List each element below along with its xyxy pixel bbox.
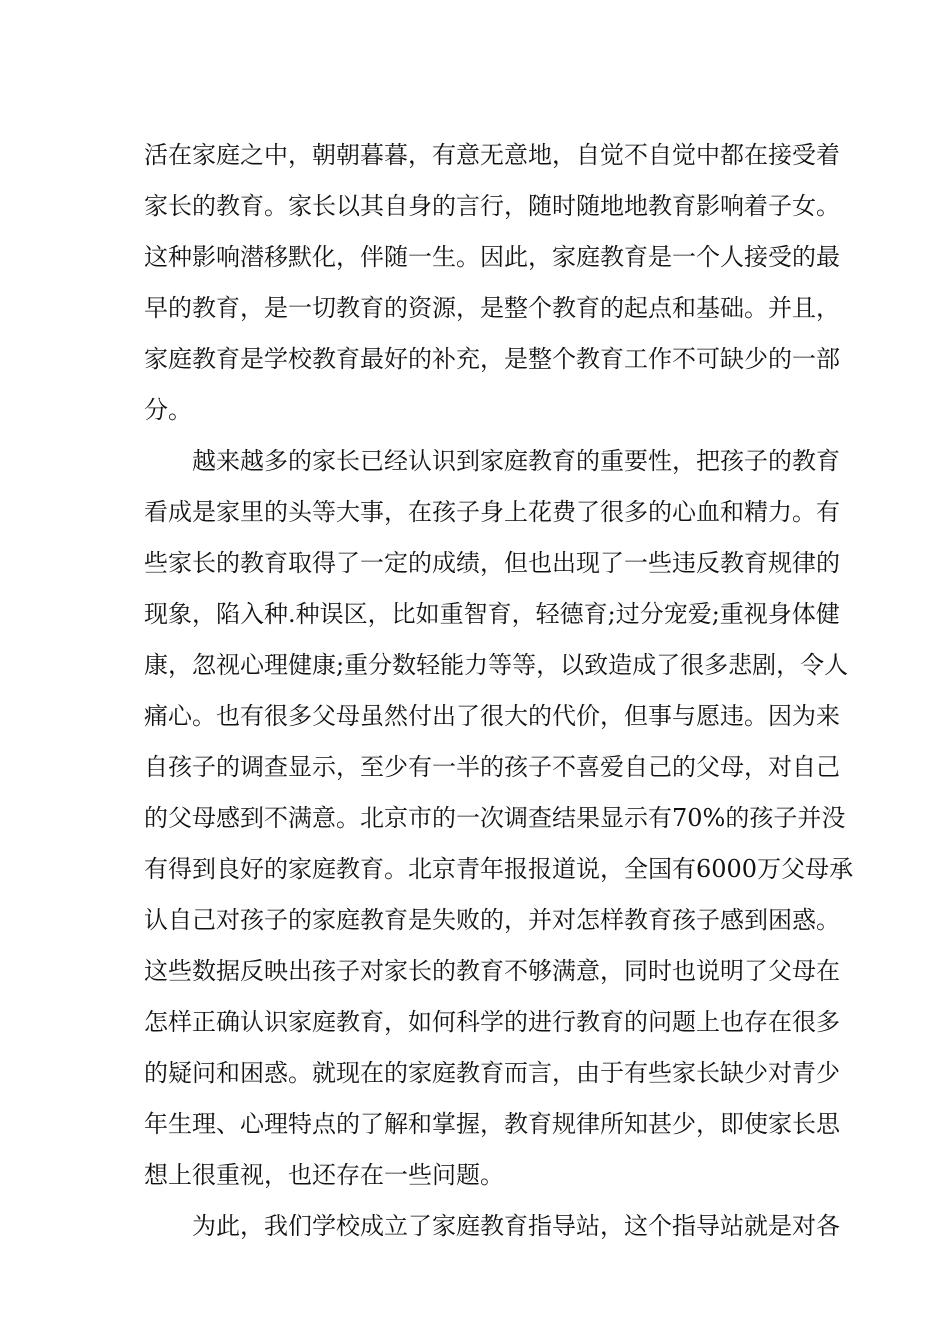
paragraph-line: 有得到良好的家庭教育。北京青年报报道说，全国有6000万父母承 — [144, 855, 854, 883]
paragraph-line: 现象，陷入种.种误区，比如重智育，轻德育;过分宠爱;重视身体健 — [144, 600, 840, 628]
paragraph-line: 这些数据反映出孩子对家长的教育不够满意，同时也说明了父母在 — [144, 957, 840, 985]
paragraph-line: 家长的教育。家长以其自身的言行，随时随地地教育影响着子女。 — [144, 192, 840, 220]
paragraph-1 — [144, 130, 840, 436]
paragraph-line: 活在家庭之中，朝朝暮暮，有意无意地，自觉不自觉中都在接受着 — [144, 141, 840, 169]
paragraph-line: 怎样正确认识家庭教育，如何科学的进行教育的问题上也存在很多 — [144, 1008, 840, 1036]
paragraph-line: 家庭教育是学校教育最好的补充，是整个教育工作不可缺少的一部 — [144, 345, 840, 373]
paragraph-line: 年生理、心理特点的了解和掌握，教育规律所知甚少，即使家长思 — [144, 1110, 840, 1138]
paragraph-3 — [144, 1201, 840, 1252]
paragraph-line: 认自己对孩子的家庭教育是失败的，并对怎样教育孩子感到困惑。 — [144, 906, 840, 934]
paragraph-2 — [144, 436, 854, 1201]
paragraph-line: 自孩子的调查显示，至少有一半的孩子不喜爱自己的父母，对自己 — [144, 753, 840, 781]
paragraph-line: 这种影响潜移默化，伴随一生。因此，家庭教育是一个人接受的最 — [144, 243, 840, 271]
paragraph-line: 想上很重视，也还存在一些问题。 — [144, 1161, 504, 1189]
paragraph-line: 些家长的教育取得了一定的成绩，但也出现了一些违反教育规律的 — [144, 549, 840, 577]
paragraph-line: 的疑问和困惑。就现在的家庭教育而言，由于有些家长缺少对青少 — [144, 1059, 840, 1087]
paragraph-line: 早的教育，是一切教育的资源，是整个教育的起点和基础。并且， — [144, 294, 840, 322]
paragraph-line: 康，忽视心理健康;重分数轻能力等等，以致造成了很多悲剧，令人 — [144, 651, 849, 679]
paragraph-line: 分。 — [144, 396, 192, 424]
paragraph-line: 的父母感到不满意。北京市的一次调查结果显示有70%的孩子并没 — [144, 804, 846, 832]
paragraph-line: 痛心。也有很多父母虽然付出了很大的代价，但事与愿违。因为来 — [144, 702, 840, 730]
paragraph-line: 越来越多的家长已经认识到家庭教育的重要性，把孩子的教育 — [192, 447, 840, 475]
paragraph-line: 为此，我们学校成立了家庭教育指导站，这个指导站就是对各 — [192, 1212, 840, 1240]
paragraph-line: 看成是家里的头等大事，在孩子身上花费了很多的心血和精力。有 — [144, 498, 840, 526]
body-text — [144, 130, 854, 1252]
